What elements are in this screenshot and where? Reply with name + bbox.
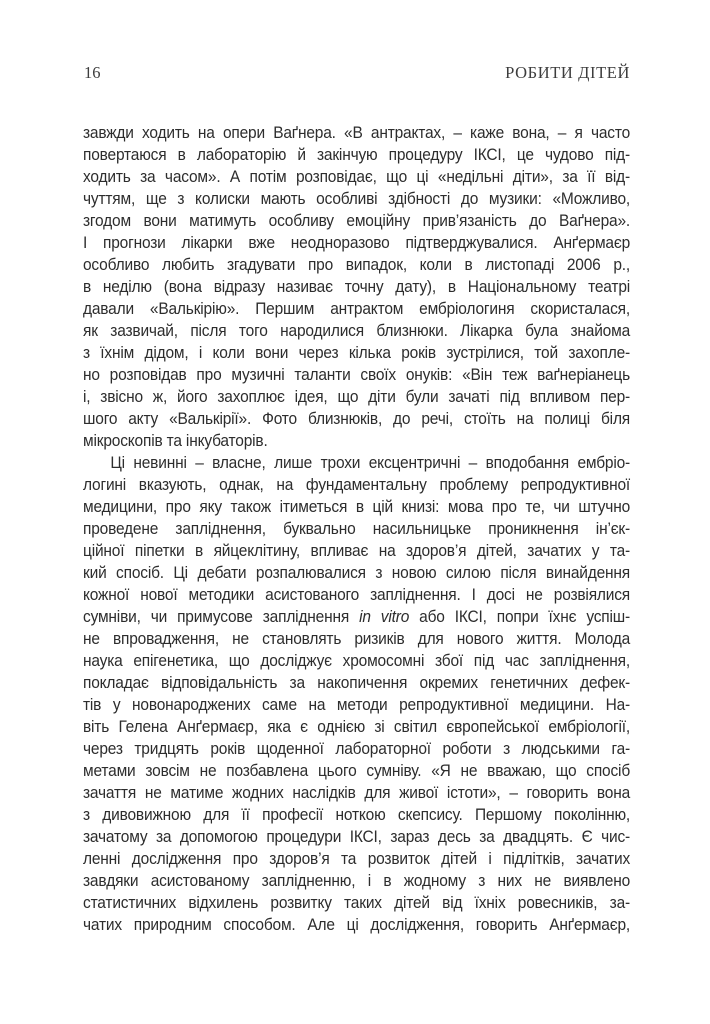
page-number: 16 (84, 63, 101, 82)
text-segment: ходить за часом». А потім розповідає, що ці «недільні діти», за її від- (83, 167, 631, 186)
text-line (83, 254, 630, 276)
text-line (83, 628, 630, 650)
text-line (83, 848, 630, 870)
text-line (83, 342, 630, 364)
text-segment: віть Гелена Анґермаєр, яка є однією зі світил європейської ембріології, (83, 717, 631, 736)
text-segment: і, звісно ж, його захоплює ідея, що діти були зачаті під впливом пер- (83, 387, 631, 406)
text-segment: чатих природним способом. Але ці дослідження, говорить Анґермаєр, (83, 915, 631, 934)
text-line (83, 562, 630, 584)
text-line (83, 694, 630, 716)
text-line (83, 760, 630, 782)
text-line (83, 386, 630, 408)
text-segment: покладає відповідальність за накопичення окремих генетичних дефек- (83, 673, 631, 692)
text-segment: медицини, про яку також ітиметься в цій книзі: мова про те, чи штучно (83, 497, 631, 516)
text-segment: ленні дослідження про здоров’я та розвиток дітей і підлітків, зачатих (83, 849, 631, 868)
text-line (83, 188, 630, 210)
text-line (83, 606, 630, 628)
text-line (83, 782, 630, 804)
text-line (83, 122, 630, 144)
text-segment: логині вказують, однак, на фундаментальну проблему репродуктивної (83, 475, 631, 494)
text-segment: сумніви, чи примусове запліднення (83, 607, 360, 626)
text-line (83, 738, 630, 760)
text-line (83, 276, 630, 298)
text-line (83, 914, 630, 936)
text-segment: як зазвичай, після того народилися близнюки. Лікарка була знайома (83, 321, 631, 340)
text-segment: завжди ходить на опери Ваґнера. «В антрактах, – каже вона, – я часто (83, 123, 631, 142)
text-segment: не впровадження, не становлять ризиків для нового життя. Молода (83, 629, 631, 648)
text-segment: завдяки асистованому заплідненню, і в жодному з них не виявлено (83, 871, 631, 890)
text-segment: кожної нової методики асистованого запліднення. І досі не розвіялися (83, 585, 631, 604)
text-segment: через тридцять років щоденної лабораторної роботи з людськими га- (83, 739, 631, 758)
text-line (83, 474, 630, 496)
italic-text-segment: in vitro (359, 607, 410, 626)
text-line (83, 826, 630, 848)
text-segment: зачатому за допомогою процедури ІКСІ, зараз десь за двадцять. Є чис- (83, 827, 631, 846)
text-line (83, 518, 630, 540)
text-line (83, 144, 630, 166)
text-line (83, 232, 630, 254)
text-segment: шого акту «Валькірії». Фото близнюків, до речі, стоїть на полиці біля (83, 409, 631, 428)
text-segment: тів у новонароджених саме на методи репродуктивної медицини. На- (83, 695, 631, 714)
running-header (84, 63, 630, 83)
text-segment: чуттям, ще з колиски мають особливі здібності до музики: «Можливо, (83, 189, 631, 208)
text-line (83, 210, 630, 232)
text-line (83, 320, 630, 342)
text-line (83, 408, 630, 430)
text-segment: проведене запліднення, буквально насильницьке проникнення ін’єк- (83, 519, 631, 538)
text-line (83, 716, 630, 738)
text-line (83, 364, 630, 386)
text-line (83, 540, 630, 562)
text-line (83, 892, 630, 914)
text-segment: особливо любить згадувати про випадок, коли в листопаді 2006 р., (83, 255, 631, 274)
text-line (83, 496, 630, 518)
text-segment: з їхнім дідом, і коли вони через кілька років зустрілися, той захопле- (83, 343, 631, 362)
text-segment: зачаття не матиме жодних наслідків для живої істоти», – говорить вона (83, 783, 631, 802)
text-line (83, 584, 630, 606)
text-line (83, 804, 630, 826)
text-segment: метами зовсім не позбавлена цього сумніву. «Я не вважаю, що спосіб (83, 761, 631, 780)
text-segment: наука епігенетика, що досліджує хромосомні збої під час запліднення, (83, 651, 631, 670)
text-segment: ційної піпетки в яйцеклітину, впливає на здоров’я дітей, зачатих у та- (83, 541, 631, 560)
text-segment: мікроскопів та інкубаторів. (83, 431, 268, 450)
text-line (83, 166, 630, 188)
text-segment: Ці невинні – власне, лише трохи ексцентричні – вподобання ембріо- (110, 453, 631, 472)
text-segment: або ІКСІ, попри їхнє успіш- (409, 607, 631, 626)
text-segment: в неділю (вона відразу називає точну дату), в Національному театрі (83, 277, 631, 296)
text-segment: но розповідав про музичні таланти своїх онуків: «Він теж ваґнеріанець (83, 365, 631, 384)
text-line (83, 650, 630, 672)
text-line (83, 870, 630, 892)
page-body (83, 122, 630, 936)
text-segment: з дивовижною для її професії ноткою скепсису. Першому поколінню, (83, 805, 631, 824)
text-line (83, 298, 630, 320)
text-line (83, 672, 630, 694)
text-segment: кий спосіб. Ці дебати розпалювалися з новою силою після винайдення (83, 563, 631, 582)
text-segment: згодом вони матимуть особливу емоційну прив’язаність до Ваґнера». (83, 211, 631, 230)
text-segment: повертаюся в лабораторію й закінчую процедуру ІКСІ, це чудово під- (83, 145, 631, 164)
text-segment: І прогнози лікарки вже неодноразово підтверджувалися. Анґермаєр (83, 233, 631, 252)
running-title: РОБИТИ ДІТЕЙ (505, 63, 630, 82)
text-segment: давали «Валькірію». Першим антрактом ембріологиня скористалася, (83, 299, 631, 318)
text-line (83, 452, 630, 474)
text-segment: статистичних відхилень розвитку таких дітей від їхніх ровесників, за- (83, 893, 631, 912)
text-line (83, 430, 630, 452)
